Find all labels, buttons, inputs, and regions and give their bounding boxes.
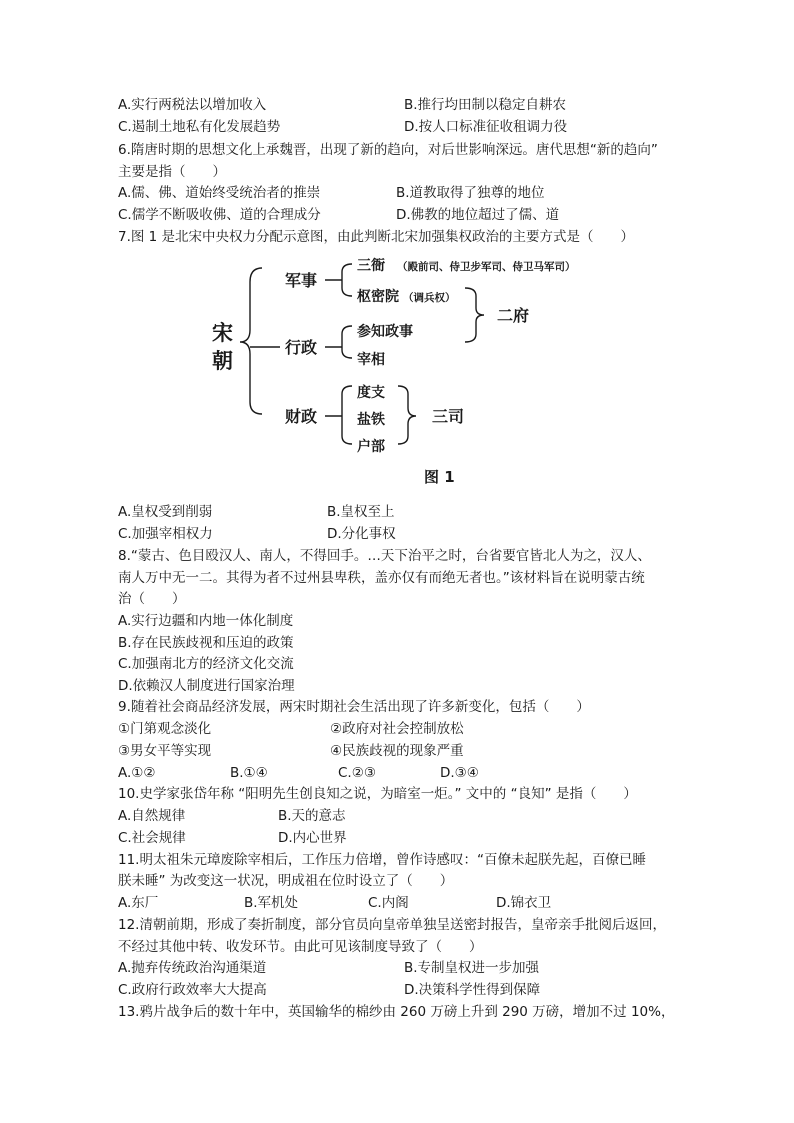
q5-option-d: D.按人口标准征收租调力役 [404,119,568,135]
admin-bracket [342,326,352,358]
q7-option-b: B.皇权至上 [327,504,395,520]
q9-stem: 9.随着社会商品经济发展，两宋时期社会生活出现了许多新变化，包括（ ） [118,699,590,715]
q13-stem-line1: 13.鸦片战争后的数十年中，英国输华的棉纱由 260 万磅上升到 290 万磅，增加不过 10%， [118,1004,675,1020]
q6-option-d: D.佛教的地位超过了儒、道 [396,207,560,223]
sansi-bracket [398,386,416,444]
q12-option-c: C.政府行政效率大大提高 [118,982,267,998]
root-bracket [240,268,262,414]
q6-option-c: C.儒学不断吸收佛、道的合理成分 [118,207,321,223]
q5-option-c: C.遏制土地私有化发展趋势 [118,119,281,135]
duzhi-label: 度支 [357,385,385,401]
figure-caption: 图 1 [424,468,455,486]
q10-stem: 10.史学家张岱年称 “阳明先生创良知之说，为暗室一炬。” 文中的 “良知” 是指（ ） [118,786,637,802]
q9-statement-2: ②政府对社会控制放松 [330,721,464,737]
q9-option-b: B.①④ [230,765,268,781]
military-label: 军事 [285,271,318,290]
q9-statement-4: ④民族歧视的现象严重 [330,743,464,759]
q8-option-d: D.依赖汉人制度进行国家治理 [118,678,295,694]
finance-bracket [342,386,352,444]
admin-label: 行政 [285,338,318,357]
finance-label: 财政 [285,407,318,426]
canzhi-label: 参知政事 [357,324,413,340]
q5-option-a: A.实行两税法以增加收入 [118,97,267,113]
q7-option-c: C.加强宰相权力 [118,526,213,542]
q7-option-a: A.皇权受到削弱 [118,504,213,520]
q11-stem-line1: 11.明太祖朱元璋废除宰相后，工作压力倍增，曾作诗感叹：“百僚未起朕先起，百僚已睡 [118,852,646,868]
q12-stem-line1: 12.清朝前期，形成了奏折制度，部分官员向皇帝单独呈送密封报告，皇帝亲手批阅后返回， [118,917,666,933]
erfu-bracket [465,288,484,342]
sanya-note: （殿前司、侍卫步军司、侍卫马军司） [397,261,576,273]
q9-option-d: D.③④ [440,765,479,781]
q7-stem: 7.图 1 是北宋中央权力分配示意图，由此判断北宋加强集权政治的主要方式是（ ） [118,229,635,245]
q12-option-a: A.抛弃传统政治沟通渠道 [118,960,267,976]
q12-option-d: D.决策科学性得到保障 [404,982,541,998]
q10-option-b: B.天的意志 [278,808,346,824]
q10-option-d: D.内心世界 [278,830,347,846]
root-char-2: 朝 [212,349,233,373]
q8-option-c: C.加强南北方的经济文化交流 [118,656,294,672]
q6-stem-line2: 主要是指（ ） [118,164,226,180]
q6-option-a: A.儒、佛、道始终受统治者的推崇 [118,185,321,201]
q10-option-a: A.自然规律 [118,808,186,824]
q9-option-a: A.①② [118,765,156,781]
q8-option-a: A.实行边疆和内地一体化制度 [118,613,294,629]
military-bracket [342,264,352,296]
q9-statement-1: ①门第观念淡化 [118,721,212,737]
q11-option-b: B.军机处 [244,895,299,911]
q5-option-b: B.推行均田制以稳定自耕农 [404,97,567,113]
q8-option-b: B.存在民族歧视和压迫的政策 [118,635,294,651]
hubu-label: 户部 [357,439,385,455]
q12-stem-line2: 不经过其他中转、收发环节。由此可见该制度导致了（ ） [118,939,483,955]
q12-option-b: B.专制皇权进一步加强 [404,960,540,976]
yantie-label: 盐铁 [357,412,385,428]
shumi-label: 枢密院 [357,289,399,305]
q6-stem-line1: 6.隋唐时期的思想文化上承魏晋，出现了新的趋向，对后世影响深远。唐代思想“新的趋向” [118,142,658,158]
q9-option-c: C.②③ [338,765,376,781]
q6-option-b: B.道教取得了独尊的地位 [396,185,545,201]
sanya-label: 三衙 [357,258,385,274]
q11-stem-line2: 朕未睡” 为改变这一状况，明成祖在位时设立了（ ） [118,873,454,889]
zaixiang-label: 宰相 [357,352,385,368]
root-char-1: 宋 [212,321,233,345]
q10-option-c: C.社会规律 [118,830,186,846]
q8-stem-line1: 8.“蒙古、色目殴汉人、南人，不得回手。…天下治平之时，台省要官皆北人为之，汉人、 [118,548,651,564]
q8-stem-line2: 南人万中无一二。其得为者不过州县卑秩，盖亦仅有而绝无者也。”该材料旨在说明蒙古统 [118,570,645,586]
q9-statement-3: ③男女平等实现 [118,743,212,759]
q11-option-a: A.东厂 [118,895,159,911]
shumi-note: （调兵权） [403,292,456,304]
q7-option-d: D.分化事权 [327,526,396,542]
erfu-label: 二府 [497,306,530,325]
sansi-label: 三司 [432,407,465,426]
q8-stem-line3: 治（ ） [118,591,186,607]
q11-option-c: C.内阁 [368,895,409,911]
q11-option-d: D.锦衣卫 [496,895,552,911]
